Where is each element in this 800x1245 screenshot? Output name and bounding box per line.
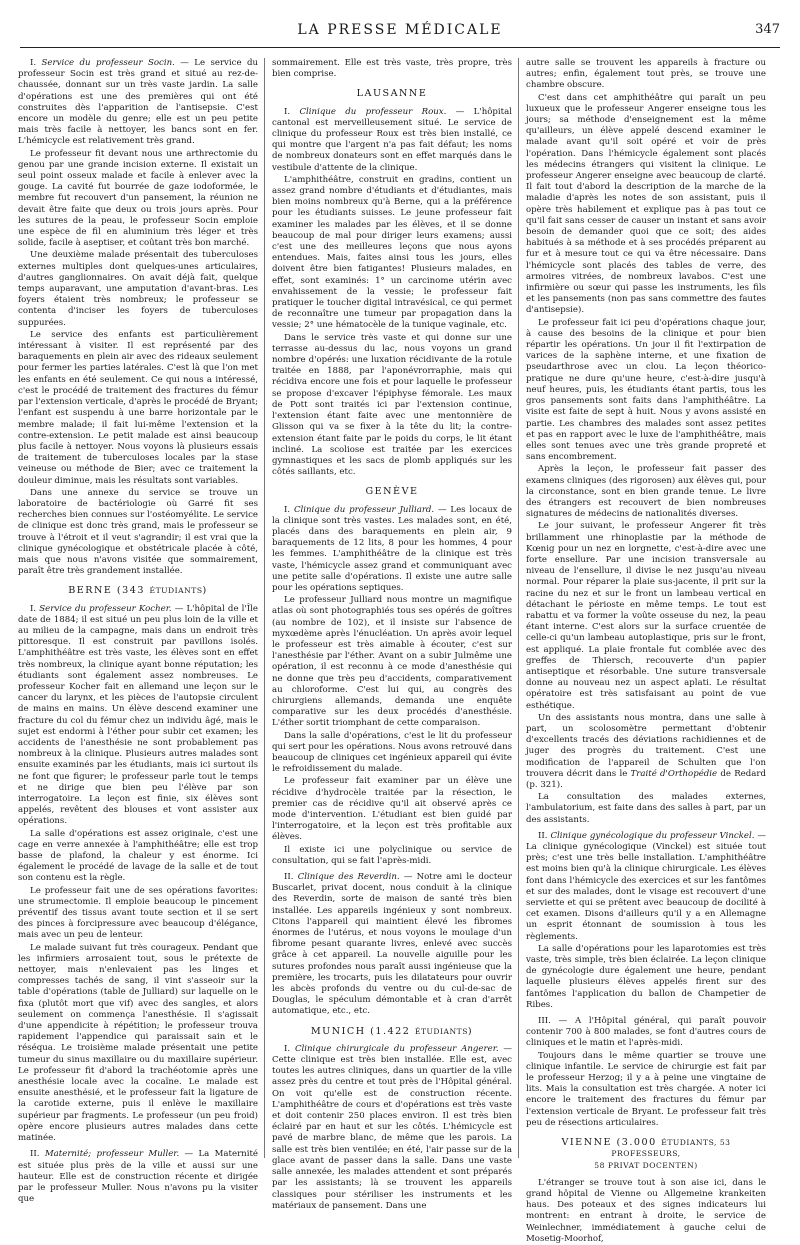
section-number: II. xyxy=(284,872,294,883)
paragraph-text: — L'hôpital cantonal est merveilleusement situé. Le service de clinique du professeur Roux est très bien installé, ce qui montre que l'argent n'a pas fait défaut; les noms de nombreux donateurs sont en effet marqués dans le vestibule d'attente de la clinique. xyxy=(272,106,512,173)
section-number: II. xyxy=(30,1149,40,1160)
paragraph-maternite-intro xyxy=(18,1149,258,1205)
paragraph: L'amphithéâtre, construit en gradins, contient un assez grand nombre d'étudiants et d'étudiantes, mais bien moins nombreux qu'à Berne, qui a la préférence pour les étudiants suisses. Le jeune professeur fait examiner les malades par les élèves, et il se donne beaucoup de mal pour diriger leurs examens; aussi c'est une des meilleures leçons que nous ayons entendues. Mais, faites ainsi tous les jours, elles doivent être bien fatigantes! Plusieurs malades, en effet, sont examinés: 1° un carcinome utérin avec envahissement de la vessie; le professeur fait pratiquer le toucher digital intravésical, ce qui permet de reconnaître une tumeur par propagation dans la vessie; 2° une hématocèle de la tunique vaginale, etc. xyxy=(272,174,512,331)
section-heading-vinckel: Clinique gynécologique du professeur Vinckel. xyxy=(550,830,755,841)
paragraph: Le professeur fait ici peu d'opérations chaque jour, à cause des besoins de la clinique et pour bien répartir les opérations. Un jour il fit l'extirpation de varices de la saphène interne, et une fixation de pseudarthrose avec un clou. La leçon théorico-pratique ne dure qu'une heure, c'est-à-dire jusqu'à neuf heures, puis, les étudiants étant partis, tous les gros pansements sont faits dans l'amphithéâtre. La visite est faite de sept à huit. Nous y avons assisté en partie. Les chambres des malades sont assez petites et pas en rapport avec le luxe de l'amphithéâtre, mais elles sont tenues avec une très grande propreté et sans encombrement. xyxy=(526,317,766,463)
paragraph-text: — Cette clinique est très bien installée. Elle est, avec toutes les autres cliniques, dans un quartier de la ville assez près du centre et tout près de l'Hôpital général. On voit qu'elle est de construction récente. L'amphithéâtre de cours et d'opérations est très vaste et doit contenir 250 places environ. Il est très bien éclairé par en haut et sur les côtés. L'hémicycle est pavé de marbre blanc, de même que les parois. La salle est très bien ventilée; en été, l'air passe sur de la glace avant de passer dans la salle. Dans une vaste salle annexée, les malades attendent et sont préparés par les assistants; là se trouvent les appareils classiques pour stériliser les instruments et les matériaux de pansement. Dans une xyxy=(272,1043,512,1211)
paragraph-vinckel-intro xyxy=(526,831,766,943)
book-title: Traité d'Orthopédie xyxy=(630,768,718,779)
paragraph: Un des assistants nous montra, dans une salle à part, un scolosomètre permettant d'obtenir d'excellents tracés des déviations rachidiennes et de juger des progrès du traitement. C'est une modification de l'appareil de Schulten que l'on trouvera décrit dans le Traité d'Orthopédie de Redard (p. 321). xyxy=(526,712,767,790)
section-number: I. xyxy=(284,504,291,515)
page-header xyxy=(20,20,780,46)
city-heading-berne: BERNE (343 ÉTUDIANTS) xyxy=(68,585,208,597)
paragraph-text: — La Maternité est située plus près de la ville et aussi sur une hauteur. Elle est de construction récente et dirigée par le professeur Muller. Nous n'avons pu la visiter que xyxy=(18,1149,259,1205)
section-heading-kocher: Service du professeur Kocher. xyxy=(39,603,172,614)
section-number: I. xyxy=(30,603,37,614)
paragraph: La salle d'opérations pour les laparotomies est très vaste, très simple, très bien éclairée. La leçon clinique de gynécologie dure également une heure, pendant laquelle plusieurs élèves appelés firent sur des fantômes l'application du ballon de Champetier de Ribes. xyxy=(526,943,766,1010)
column-1 xyxy=(18,58,259,1205)
paragraph: Toujours dans le même quartier se trouve une clinique infantile. Le service de chirurgie est fait par le professeur Herzog; il y a à peine une vingtaine de lits. Mais la consultation est très chargée. A noter ici encore le traitement des fractures du fémur par l'extension verticale de Bryant. Le professeur fait très peu de résections articulaires. xyxy=(526,1050,766,1128)
section-heading-julliard: Clinique du professeur Julliard. xyxy=(293,504,435,515)
paragraph-angerer-intro xyxy=(272,1044,512,1212)
paragraph: Après la leçon, le professeur fait passer des examens cliniques (des rigorosen) aux élèves qui, pour la circonstance, sont en bien grande tenue. Le livre des étrangers est recouvert de bien nombreuses signatures de médecins de nationalités diverses. xyxy=(526,464,766,520)
section-number: I. xyxy=(30,58,37,68)
paragraph: La consultation des malades externes, l'ambulatorium, est faite dans des salles à part, par un des assistants. xyxy=(526,792,766,825)
journal-title: LA PRESSE MÉDICALE xyxy=(297,22,503,38)
paragraph: Il existe ici une polyclinique ou service de consultation, qui se fait l'après-midi. xyxy=(272,844,512,866)
column-2 xyxy=(272,58,513,1211)
column-divider-1 xyxy=(264,58,265,1158)
paragraph-kocher-intro xyxy=(18,604,258,828)
paragraph: Le professeur fit devant nous une arthrectomie du genou par une grande incision externe. Il existait un seul point osseux malade et facile à enlever avec la gouge. La cavité fut bourrée de gaze iodoformée, le membre fut recouvert d'un pansement, la réunion ne devait être faite que deux ou trois jours après. Pour les sutures de la peau, le professeur Socin emploie une espèce de fil en aluminium très léger et très solide, facile à aseptiser, et coûtant très bon marché. xyxy=(18,148,258,249)
paragraph: Le professeur fait une de ses opérations favorites: une strumectomie. Il emploie beaucoup le pincement préventif des tissus avant toute section et il se sert des pinces à forcipressure avec beaucoup d'élégance, mais avec un peu de lenteur. xyxy=(18,885,258,941)
paragraph-text: — Les locaux de la clinique sont très vastes. Les malades sont, en été, placés dans des baraquements en plein air, 9 baraquements de 12 lits, 8 pour les hommes, 4 pour les femmes. L'amphithéâtre de la clinique est très vaste, l'hémicycle assez grand et communiquant avec une petite salle d'opérations. Il existe une autre salle pour les opérations septiques. xyxy=(272,504,513,593)
section-number: I. xyxy=(284,106,291,117)
paragraph: Le service des enfants est particulièrement intéressant à visiter. Il est représenté par des baraquements en plein air avec des rideaux seulement pour fermer les parties latérales. C'est là que l'on met les enfants en été seulement. Ce qui nous a intéressé, c'est le procédé de traitement des fractures du fémur par l'extension verticale, d'après le procédé de Bryant; l'enfant est suspendu à une barre horizontale par le membre malade; il fait lui-même l'extension et la contre-extension. Le petit malade est ainsi beaucoup plus facile à nettoyer. Nous voyons là plusieurs essais de traitement de tuberculoses locales par la stase veineuse ou méthode de Bier; avec ce traitement la douleur diminue, mais les résultats sont variables. xyxy=(18,329,258,486)
column-divider-2 xyxy=(518,58,519,1158)
paragraph: Une deuxième malade présentait des tuberculoses externes multiples dont quelques-unes articulaires, d'autres ganglionnaires. On avait déjà fait, quelque temps auparavant, une amputation d'avant-bras. Les foyers étaient très nombreux; le professeur se contenta d'inciser les foyers de tuberculoses suppurées. xyxy=(18,250,258,328)
paragraph: La salle d'opérations est assez originale, c'est une cage en verre annexée à l'amphithéâtre; elle est trop basse de plafond, la chaleur y est énorme. Ici également le procédé de lavage de la salle et de tout son contenu est la règle. xyxy=(18,828,258,884)
paragraph-text: — Le service du professeur Socin est très grand et situé au rez-de-chaussée, donnant sur un très vaste jardin. La salle d'opérations est une des premières qui ont été construites dès l'apparition de l'antisepsie. C'est encore un modèle du genre; elle est un peu petite mais très facile à nettoyer, les bancs sont en fer. L'hémicycle est relativement très grand. xyxy=(18,58,258,147)
header-rule xyxy=(20,47,780,48)
city-heading-vienne: VIENNE (3.000 ÉTUDIANTS, 53 PROFESSEURS, 58 PRIVAT DOCENTEN) xyxy=(561,1137,731,1170)
section-heading-socin: Service du professeur Socin. xyxy=(41,58,175,68)
city-heading-lausanne: LAUSANNE xyxy=(356,88,428,100)
section-heading-reverdin: Clinique des Reverdin. xyxy=(297,872,400,883)
city-heading-geneve: GENÈVE xyxy=(365,486,419,498)
paragraph: Le professeur fait examiner par un élève une récidive d'hydrocèle traitée par la résection, le premier cas de récidive qu'il ait observé après ce mode d'intervention. L'étudiant est bien guidé par l'interrogatoire, et la leçon est très profitable aux élèves. xyxy=(272,776,512,843)
column-3 xyxy=(526,58,767,1244)
paragraph: Dans une annexe du service se trouve un laboratoire de bactériologie où Garré fit ses recherches bien connues sur l'ostéomyélite. Le service de clinique est donc très grand, mais le professeur se trouve à l'étroit et il veut s'agrandir; il est vrai que la clinique gynécologique et obstétricale placée à côté, mais que nous n'avons visitée que sommairement, paraît être très grandement installée. xyxy=(18,487,258,577)
paragraph: Le jour suivant, le professeur Angerer fit très brillamment une rhinoplastie par la méthode de Kœnig pour un nez en lorgnette, c'est-à-dire avec une forte ensellure. Par une incision transversale au niveau de l'ensellure, il divise le nez jusqu'au niveau normal. Pour réparer la plaie sus-jacente, il prit sur la racine du nez et sur le front un lambeau vertical en détachant le périoste en même temps. Le tout est rabattu et va former la voûte osseuse du nez, la peau étant interne. C'est alors sur la surface cruentée de celle-ci qu'un lambeau autoplastique, pris sur le front, est appliqué. La plaie frontale fut comblée avec des greffes de Thiersch, recouverte d'un papier antiseptique et résorbable. Une suture transversale donne au nouveau nez un aspect aplati. Le résultat opératoire est très satisfaisant au point de vue esthétique. xyxy=(526,521,766,711)
paragraph: Le professeur Julliard nous montre un magnifique atlas où sont photographiés tous ses opérés de goîtres (au nombre de 102), et il insiste sur l'absence de myxœdème après l'énucléation. Un après avoir lequel le professeur est très aimable à écouter, c'est sur l'anesthésie par l'éther. Avant on a subir Julmême une opération, il est reconnu à ce mode d'anesthésie qui ne donne que très peu d'accidents, comparativement au chloroforme. C'est lui qui, au congrès des chirurgiens allemands, demanda une enquête comparative sur les deux procédés d'anesthésie. L'éther sortit triomphant de cette comparaison. xyxy=(272,595,512,729)
section-heading-angerer: Clinique chirurgicale du professeur Angerer. xyxy=(294,1043,499,1054)
paragraph: L'étranger se trouve tout à son aise ici, dans le grand hôpital de Vienne ou Allgemeine krankeiten haus. Des poteaux et des signes indicateurs lui montrent: en entrant à droite, le service de Weinlechner, immédiatement à gauche celui de Mosetig-Moorhof, xyxy=(526,1177,766,1244)
page-number: 347 xyxy=(755,22,780,37)
paragraph-text: — L'hôpital de l'Île date de 1884; il est situé un peu plus loin de la ville et au milieu de la campagne, mais dans un endroit très pittoresque. Il est construit par pavillons isolés. L'amphithéâtre est très vaste, les élèves sont en effet très nombreux, la clinique ayant bonne réputation; les étudiants sont également assez nombreuses. Le professeur Kocher fait en allemand une leçon sur le cancer du larynx, et les pièces de l'autopsie circulent de mains en mains. Un élève descend examiner une fracture du col du fémur chez un individu âgé, mais le sujet est endormi à l'éther pour subir cet examen; les accidents de l'anesthésie ne sont probablement pas nombreux à la clinique. Plusieurs autres malades sont ensuite examinés par les étudiants, mais ici surtout ils ne font que figurer; le professeur parle tout le temps et ne dirige que bien peu l'élève par son interrogatoire. La leçon est finie, six élèves sont appelés, revêtent des blouses et vont assister aux opérations. xyxy=(18,603,258,827)
section-number: II. xyxy=(538,830,548,841)
paragraph-text: — La clinique gynécologique (Vinckel) est située tout près; c'est une très belle installation. L'amphithéâtre est moins bien qu'à la clinique chirurgicale. Les élèves font dans l'hémicycle des exercices et sur les fantômes et sur des malades, dont le visage est recouvert d'une serviette et qui se prêtent avec beaucoup de docilité à cet examen. Disons d'ailleurs qu'il y a en Allemagne un esprit étonnant de soumission à tous les règlements. xyxy=(526,830,767,942)
section-heading-maternite: Maternité; professeur Muller. xyxy=(44,1149,180,1160)
paragraph-socin-intro xyxy=(18,58,258,148)
paragraph: C'est dans cet amphithéâtre qui paraît un peu luxueux que le professeur Angerer enseigne tous les jours; sa méthode d'enseignement est la même qu'ailleurs, un élève appelé descend examiner le malade avant qu'il soit opéré et voir de près l'opération. Dans l'hémicycle également sont placés les médecins étrangers qui visitent la clinique. Le professeur Angerer enseigne avec beaucoup de clarté. Il fait tout d'abord la description de la marche de la maladie d'après les notes de son assistant, puis il opère très habilement et explique pas à pas tout ce qu'il fait sans cesser de causer un instant et sans avoir besoin de demander quoi que ce soit; des aides habitués à sa méthode et à ses procédés préparent au fur et à mesure tout ce qui va être nécessaire. Dans l'hémicycle sont placés des tables de verre, des armoires vitrées, de nombreux lavabos. C'est une infirmière ou sœur qui passe les instruments, les fils et les pansements (non pas sans commettre des fautes d'antisepsie). xyxy=(526,92,766,316)
section-heading-roux: Clinique du professeur Roux. xyxy=(299,106,447,117)
paragraph-hopital-general: III. — A l'Hôpital général, qui paraît pouvoir contenir 700 à 800 malades, se font d'autres cours de cliniques et le matin et l'après-midi. xyxy=(526,1016,766,1049)
paragraph: Dans le service très vaste et qui donne sur une terrasse au-dessus du lac, nous voyons un grand nombre d'opérés: une luxation récidivante de la rotule traitée en 1888, par l'aponévrorraphie, mais qui récidiva encore une fois et pour laquelle le professeur se propose d'excaver l'épiphyse fémorale. Les maux de Pott sont traités ici par l'extension continue, l'extension étant faite avec une mentonnière de Glisson qui va se fixer à la tête du lit; la contre-extension étant faite par le poids du corps, le lit étant incliné. La scoliose est traitée par les exercices gymnastiques et les sacs de plomb appliqués sur les côtés saillants, etc. xyxy=(272,332,512,478)
paragraph-roux-intro xyxy=(272,107,512,174)
paragraph-julliard-intro xyxy=(272,505,512,595)
paragraph: sommairement. Elle est très vaste, très propre, très bien comprise. xyxy=(272,58,512,80)
paragraph-text: — Notre ami le docteur Buscarlet, privat docent, nous conduit à la clinique des Reverdin, sorte de maison de santé très bien installée. Les appareils ingénieux y sont nombreux. Citons l'appareil qui maintient élevé les fibromes énormes de l'utérus, et nous voyons le moulage d'un fibrome pesant quarante livres, enlevé avec succès grâce à cet appareil. La nouvelle aiguille pour les sutures profondes nous paraît aussi ingénieuse que la première, les trocarts, puis les dilatateurs pour ouvrir les abcès profonds du ventre ou du cul-de-sac de Douglas, le spéculum démontable et à cran d'arrêt automatique, etc., etc. xyxy=(272,872,513,1017)
paragraph: Le malade suivant fut très courageux. Pendant que les infirmiers arrosaient tout, sous le prétexte de nettoyer, mais n'enlevaient pas les linges et compresses tachés de sang, il vint s'asseoir sur la table d'opérations (table de Julliard) sur laquelle on le fixa (plutôt mort que vif) avec des sangles, et alors seulement on commença l'anesthésie. Il s'agissait d'une appendicite à répétition; le professeur trouva rapidement l'appendice qui paraissait sain et le réséqua. Le troisième malade présentait une petite tumeur du sinus maxillaire ou du maxillaire supérieur. Le professeur fit d'abord la trachéotomie après une anesthésie locale avec la cocaïne. Le malade est ensuite anesthésié, et le professeur fait la ligature de la carotide externe, puis il enlève le maxillaire supérieur par fragments. Le professeur (un peu froid) opère encore plusieurs autres malades dans cette matinée. xyxy=(18,942,258,1144)
paragraph-reverdin-intro xyxy=(272,872,512,1018)
paragraph: Dans la salle d'opérations, c'est le lit du professeur qui sert pour les opérations. Nous avons retrouvé dans beaucoup de cliniques cet ingénieux appareil qui évite le refroidissement du malade. xyxy=(272,730,513,775)
paragraph: autre salle se trouvent les appareils à fracture ou autres; enfin, également tout près, se trouve une chambre obscure. xyxy=(526,58,766,91)
city-heading-munich: MUNICH (1.422 ÉTUDIANTS) xyxy=(310,1025,474,1037)
section-number: I. xyxy=(284,1043,291,1054)
